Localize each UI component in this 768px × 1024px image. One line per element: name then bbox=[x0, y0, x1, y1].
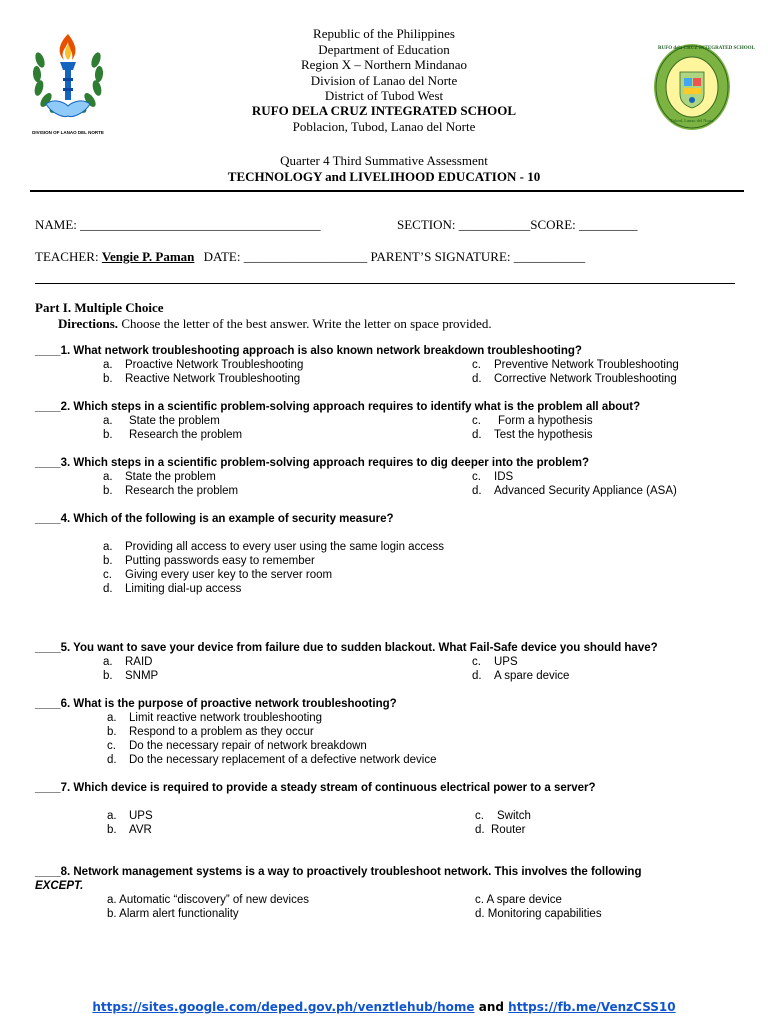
signature-label: PARENT’S SIGNATURE: bbox=[370, 249, 511, 264]
q6-option-d[interactable]: d. Do the necessary replacement of a defective network device bbox=[107, 754, 437, 766]
header-line-4: Division of Lanao del Norte bbox=[310, 73, 458, 88]
question-2: ____2. Which steps in a scientific problem-solving approach requires to identify what is the problem all about? bbox=[35, 401, 641, 413]
score-label: SCORE: bbox=[530, 217, 576, 232]
q4-option-b[interactable]: b. Putting passwords easy to remember bbox=[103, 555, 315, 567]
q6-option-a[interactable]: a. Limit reactive network troubleshooting bbox=[107, 712, 323, 724]
header-line-2: Department of Education bbox=[318, 42, 450, 57]
directions-label: Directions. bbox=[58, 316, 119, 331]
q2-option-d[interactable]: d. Test the hypothesis bbox=[472, 429, 593, 441]
date-blank[interactable]: ___________________ bbox=[243, 249, 368, 264]
question-7: ____7. Which device is required to provide a steady stream of continuous electrical power to a server? bbox=[35, 782, 596, 794]
school-seal-bottom: Tubod, Lanao del Norte bbox=[670, 118, 714, 123]
fields-divider bbox=[35, 283, 735, 284]
q6-option-b[interactable]: b. Respond to a problem as they occur bbox=[107, 726, 314, 738]
q1-option-a[interactable]: a. Proactive Network Troubleshooting bbox=[103, 359, 304, 371]
footer-link-fb[interactable]: https://fb.me/VenzCSS10 bbox=[508, 1000, 676, 1014]
footer-links bbox=[0, 1000, 768, 1014]
q4-option-a[interactable]: a. Providing all access to every user using the same login access bbox=[103, 541, 444, 553]
footer-link-sites[interactable]: https://sites.google.com/deped.gov.ph/venztlehub/home bbox=[92, 1000, 475, 1014]
section-field[interactable] bbox=[397, 217, 638, 233]
part-title: Part I. Multiple Choice bbox=[35, 300, 164, 315]
school-address: Poblacion, Tubod, Lanao del Norte bbox=[292, 119, 476, 134]
assessment-title: Quarter 4 Third Summative Assessment bbox=[280, 153, 488, 168]
q2-option-c[interactable]: c. Form a hypothesis bbox=[472, 415, 593, 427]
question-6: ____6. What is the purpose of proactive network troubleshooting? bbox=[35, 698, 397, 710]
q7-option-a[interactable]: a. UPS bbox=[107, 810, 153, 822]
school-seal-text: RUFO dela CRUZ INTEGRATED SCHOOL bbox=[658, 46, 755, 51]
q3-option-d[interactable]: d. Advanced Security Appliance (ASA) bbox=[472, 485, 677, 497]
question-8: ____8. Network management systems is a way to proactively troubleshoot network. This involves the following bbox=[35, 866, 642, 878]
q5-option-d[interactable]: d. A spare device bbox=[472, 670, 570, 682]
q1-option-c[interactable]: c. Preventive Network Troubleshooting bbox=[472, 359, 679, 371]
teacher-label: TEACHER: bbox=[35, 249, 99, 264]
name-blank[interactable]: _____________________________________ bbox=[80, 217, 321, 232]
q3-option-c[interactable]: c. IDS bbox=[472, 471, 514, 483]
q3-option-a[interactable]: a. State the problem bbox=[103, 471, 216, 483]
q7-option-b[interactable]: b. AVR bbox=[107, 824, 152, 836]
section-label: SECTION: bbox=[397, 217, 456, 232]
name-field[interactable] bbox=[35, 217, 321, 233]
q7-option-d[interactable]: d. Router bbox=[475, 824, 526, 836]
q1-option-d[interactable]: d. Corrective Network Troubleshooting bbox=[472, 373, 677, 385]
q8-option-a[interactable]: a. Automatic “discovery” of new devices bbox=[107, 894, 309, 906]
question-3: ____3. Which steps in a scientific problem-solving approach requires to dig deeper into the problem? bbox=[35, 457, 590, 469]
q5-option-c[interactable]: c. UPS bbox=[472, 656, 518, 668]
q7-option-c[interactable]: c. Switch bbox=[475, 810, 531, 822]
q4-option-c[interactable]: c. Giving every user key to the server room bbox=[103, 569, 333, 581]
score-blank[interactable]: _________ bbox=[579, 217, 638, 232]
header-divider bbox=[30, 190, 744, 192]
q8-option-d[interactable]: d. Monitoring capabilities bbox=[475, 908, 602, 920]
question-1: ____1. What network troubleshooting approach is also known network breakdown troubleshooting? bbox=[35, 345, 582, 357]
teacher-name: Vengie P. Paman bbox=[101, 249, 195, 264]
date-label: DATE: bbox=[203, 249, 241, 264]
school-name: RUFO DELA CRUZ INTEGRATED SCHOOL bbox=[251, 103, 517, 118]
question-5: ____5. You want to save your device from failure due to sudden blackout. What Fail-Safe device you should have? bbox=[35, 642, 658, 654]
header-line-1: Republic of the Philippines bbox=[313, 26, 455, 41]
footer-and: and bbox=[478, 1000, 504, 1014]
q3-option-b[interactable]: b. Research the problem bbox=[103, 485, 239, 497]
question-8-except: EXCEPT. bbox=[35, 880, 84, 892]
q8-option-c[interactable]: c. A spare device bbox=[475, 894, 562, 906]
question-4: ____4. Which of the following is an example of security measure? bbox=[35, 513, 394, 525]
q1-option-b[interactable]: b. Reactive Network Troubleshooting bbox=[103, 373, 301, 385]
q5-option-a[interactable]: a. RAID bbox=[103, 656, 153, 668]
header-line-5: District of Tubod West bbox=[324, 88, 444, 103]
q5-option-b[interactable]: b. SNMP bbox=[103, 670, 159, 682]
q8-option-b[interactable]: b. Alarm alert functionality bbox=[107, 908, 239, 920]
teacher-field bbox=[35, 249, 585, 265]
directions-text: Choose the letter of the best answer. Write the letter on space provided. bbox=[121, 316, 492, 331]
directions bbox=[58, 316, 492, 332]
subject-title: TECHNOLOGY and LIVELIHOOD EDUCATION - 10 bbox=[227, 169, 541, 184]
q4-option-d[interactable]: d. Limiting dial-up access bbox=[103, 583, 242, 595]
q2-option-b[interactable]: b. Research the problem bbox=[103, 429, 243, 441]
section-blank[interactable]: ___________ bbox=[458, 217, 531, 232]
name-label: NAME: bbox=[35, 217, 77, 232]
signature-blank[interactable]: ___________ bbox=[513, 249, 586, 264]
q6-option-c[interactable]: c. Do the necessary repair of network breakdown bbox=[107, 740, 367, 752]
q2-option-a[interactable]: a. State the problem bbox=[103, 415, 220, 427]
division-logo-caption: DIVISION OF LANAO DEL NORTE bbox=[32, 130, 104, 135]
header-line-3: Region X – Northern Mindanao bbox=[300, 57, 468, 72]
